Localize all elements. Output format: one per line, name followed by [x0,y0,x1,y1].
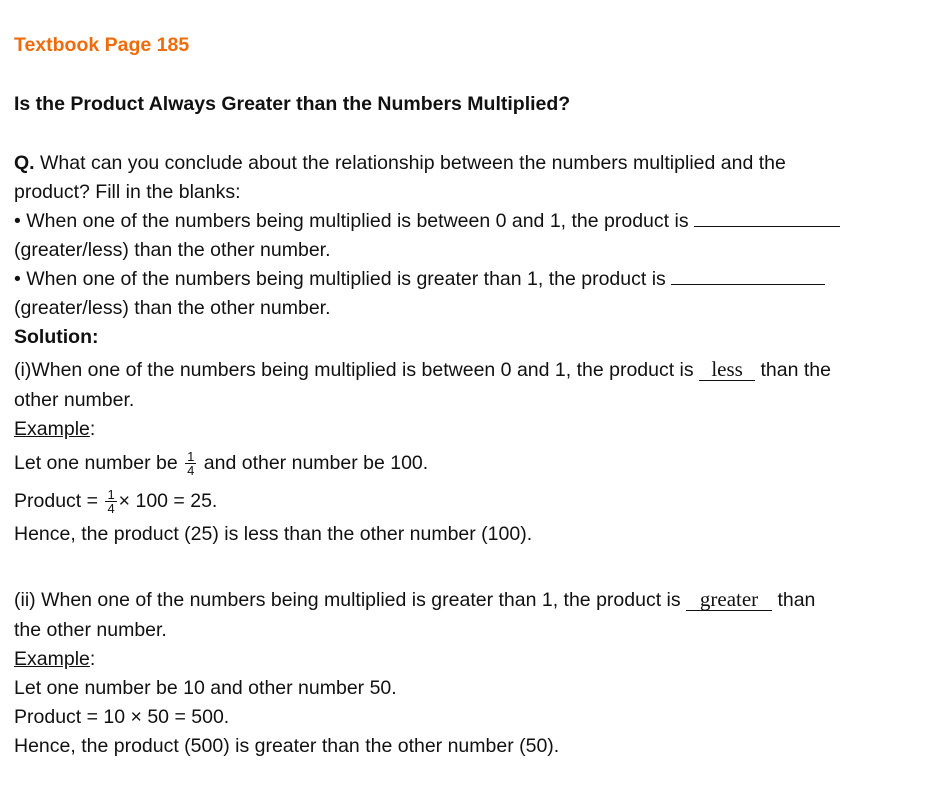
solution-label: Solution: [14,326,99,348]
page-label: Textbook Page 185 [14,34,190,56]
example-1-colon: : [89,418,96,440]
example-1-let-before: Let one number be [14,452,184,474]
example-1-hence: Hence, the product (25) is less than the other number (100). [14,523,533,545]
answer-greater: greater [686,588,772,611]
product-1-before: Product = [14,490,104,512]
part-1-line-1 [14,354,935,386]
question-block [14,149,935,352]
example-1-heading [14,415,935,444]
solution-part-1 [14,354,935,549]
fraction-denominator: 4 [187,463,195,479]
question-text-1: What can you conclude about the relationship between the numbers multiplied and the [34,152,786,174]
fraction-one-fourth-2 [105,488,116,515]
question-text-2: product? Fill in the blanks: [14,181,241,203]
example-1-product [14,482,935,520]
example-2-product: Product = 10 × 50 = 500. [14,706,230,728]
bullet-2-line-2: (greater/less) than the other number. [14,297,331,319]
example-2-colon: : [89,648,96,670]
bullet-1 [14,207,935,236]
fraction-numerator-2: 1 [107,487,115,503]
part-1-text-after: than the [755,359,831,381]
example-2-label: Example [14,648,90,670]
bullet-1-text: • When one of the numbers being multiplied is between 0 and 1, the product is [14,210,694,232]
question-line-1 [14,149,935,178]
product-1-after: × 100 = 25. [118,490,218,512]
part-2-text-after: than [772,589,816,611]
example-2-let: Let one number be 10 and other number 50. [14,677,397,699]
part-1-line-2: other number. [14,389,135,411]
part-1-text: (i)When one of the numbers being multiplied is between 0 and 1, the product is [14,359,700,381]
solution-part-2 [14,584,935,761]
part-2-line-2: the other number. [14,619,167,641]
blank-2 [671,266,825,285]
bullet-2 [14,265,935,294]
fraction-numerator: 1 [187,449,195,465]
example-1-label: Example [14,418,90,440]
section-title: Is the Product Always Greater than the Numbers Multiplied? [14,93,571,115]
example-1-let [14,444,935,482]
example-1-let-after: and other number be 100. [198,452,429,474]
fraction-one-fourth [185,450,196,477]
blank-1 [694,208,840,227]
bullet-2-text: • When one of the numbers being multiplied is greater than 1, the product is [14,268,672,290]
example-2-heading [14,645,935,674]
example-2-hence: Hence, the product (500) is greater than the other number (50). [14,735,560,757]
answer-less: less [699,358,755,381]
part-2-text: (ii) When one of the numbers being multiplied is greater than 1, the product is [14,589,687,611]
question-label: Q. [14,152,35,174]
part-2-line-1 [14,584,935,616]
bullet-1-line-2: (greater/less) than the other number. [14,239,331,261]
fraction-denominator-2: 4 [107,501,115,517]
